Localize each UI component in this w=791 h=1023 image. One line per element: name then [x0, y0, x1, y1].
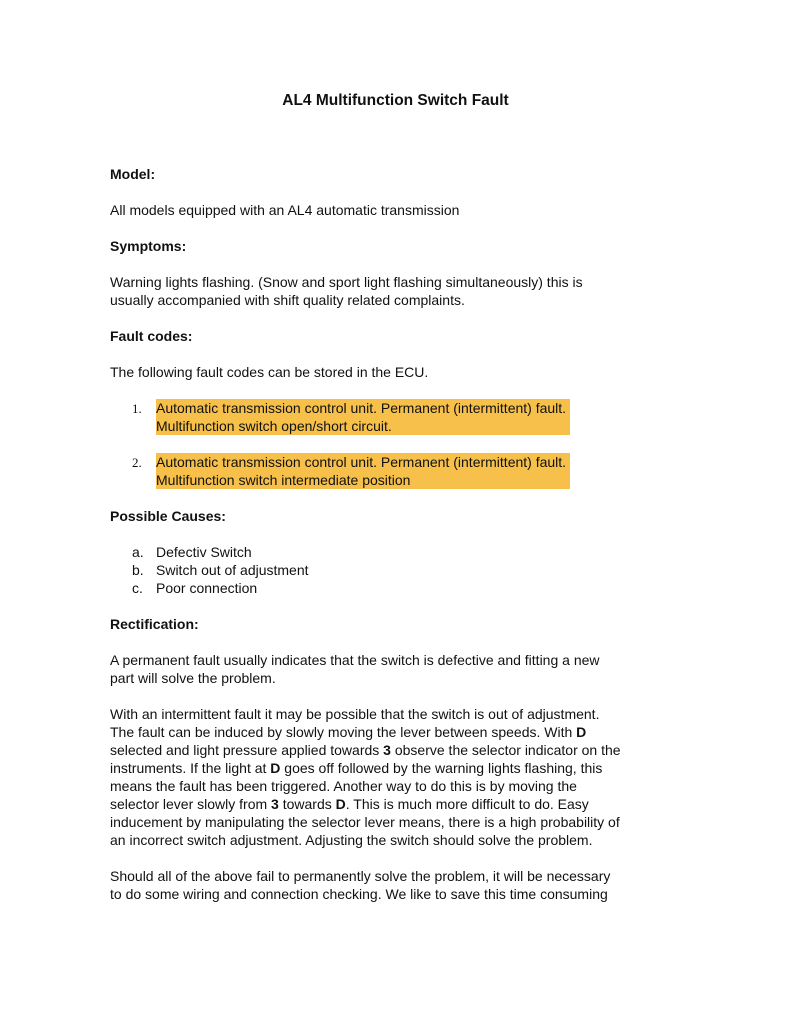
- fault-code-list: [110, 399, 680, 489]
- gear-3: 3: [271, 796, 279, 812]
- possible-causes-heading: Possible Causes:: [110, 508, 226, 524]
- paragraph-line: [110, 759, 680, 777]
- text-run: instruments. If the light at: [110, 760, 271, 776]
- cause-item: [110, 579, 680, 597]
- fault-code-line: Automatic transmission control unit. Permanent (intermittent) fault.: [156, 400, 567, 416]
- list-marker: a.: [132, 544, 144, 560]
- text-run: The fault can be induced by slowly moving the lever between speeds. With: [110, 724, 577, 740]
- fault-code-line: Automatic transmission control unit. Permanent (intermittent) fault.: [156, 454, 567, 470]
- paragraph-line: means the fault has been triggered. Another way to do this is by moving the: [110, 778, 577, 794]
- paragraph-line: [110, 723, 680, 741]
- cause-item: [110, 561, 680, 579]
- gear-d: D: [270, 760, 281, 776]
- text-run: . This is much more difficult to do. Easy: [345, 796, 589, 812]
- fault-codes-intro: The following fault codes can be stored in the ECU.: [110, 364, 429, 380]
- cause-text: Switch out of adjustment: [156, 562, 309, 578]
- symptoms-heading: Symptoms:: [110, 238, 187, 254]
- gear-d: D: [335, 796, 346, 812]
- rectification-heading: Rectification:: [110, 616, 199, 632]
- fault-code-line: Multifunction switch intermediate position: [156, 472, 411, 488]
- model-text: All models equipped with an AL4 automatic transmission: [110, 202, 460, 218]
- rectification-paragraph: [110, 705, 680, 849]
- model-heading: Model:: [110, 166, 156, 182]
- document-title: AL4 Multifunction Switch Fault: [282, 92, 509, 109]
- paragraph-line: Should all of the above fail to permanently solve the problem, it will be necessary: [110, 868, 611, 884]
- cause-text: Defectiv Switch: [156, 544, 252, 560]
- cause-text: Poor connection: [156, 580, 258, 596]
- paragraph-line: A permanent fault usually indicates that the switch is defective and fitting a new: [110, 652, 600, 668]
- highlighted-fault-text: [156, 453, 570, 489]
- highlighted-fault-text: [156, 399, 570, 435]
- paragraph-line: part will solve the problem.: [110, 670, 276, 686]
- gear-d: D: [576, 724, 587, 740]
- list-marker: 1.: [132, 401, 142, 416]
- symptoms-text-line: Warning lights flashing. (Snow and sport light flashing simultaneously) this is: [110, 274, 583, 290]
- list-marker: c.: [132, 580, 143, 596]
- document-body: [110, 165, 680, 903]
- fault-code-item: [110, 399, 680, 435]
- list-marker: 2.: [132, 455, 142, 470]
- gear-3: 3: [383, 742, 391, 758]
- fault-code-item: [110, 453, 680, 489]
- fault-code-line: Multifunction switch open/short circuit.: [156, 418, 392, 434]
- symptoms-text: [110, 273, 680, 309]
- fault-codes-heading: Fault codes:: [110, 328, 193, 344]
- list-marker: b.: [132, 562, 144, 578]
- paragraph-line: [110, 741, 680, 759]
- cause-item: [110, 543, 680, 561]
- paragraph-line: to do some wiring and connection checking. We like to save this time consuming: [110, 886, 608, 902]
- paragraph-line: [110, 795, 680, 813]
- possible-causes-list: [110, 543, 680, 597]
- text-run: observe the selector indicator on the: [390, 742, 621, 758]
- text-run: goes off followed by the warning lights flashing, this: [280, 760, 603, 776]
- text-run: towards: [278, 796, 336, 812]
- rectification-paragraph: [110, 867, 680, 903]
- paragraph-line: With an intermittent fault it may be possible that the switch is out of adjustment.: [110, 706, 600, 722]
- rectification-paragraph: [110, 651, 680, 687]
- symptoms-text-line: usually accompanied with shift quality related complaints.: [110, 292, 465, 308]
- text-run: selector lever slowly from: [110, 796, 272, 812]
- text-run: selected and light pressure applied towards: [110, 742, 384, 758]
- paragraph-line: inducement by manipulating the selector lever means, there is a high probability of: [110, 814, 620, 830]
- paragraph-line: an incorrect switch adjustment. Adjusting the switch should solve the problem.: [110, 832, 593, 848]
